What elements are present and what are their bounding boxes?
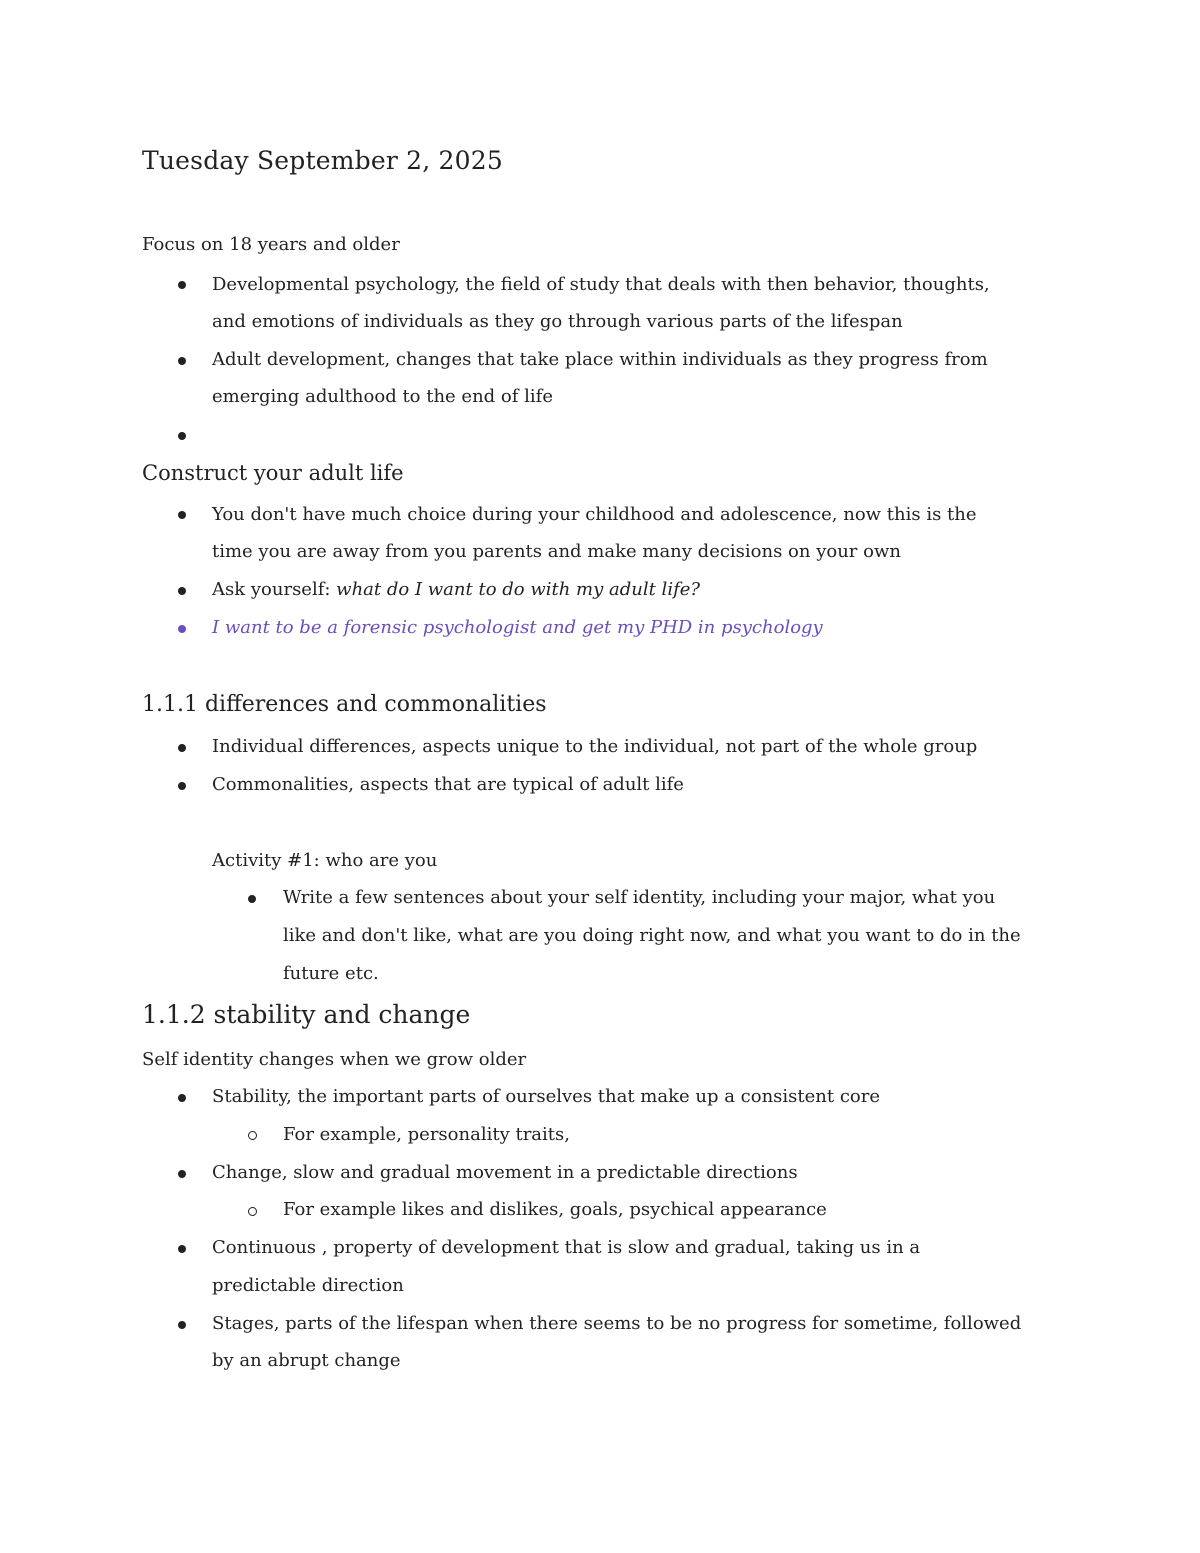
- empty-bullet-icon: [178, 432, 186, 440]
- bullet-icon: [178, 625, 186, 633]
- bullet-icon: [178, 744, 186, 752]
- list-item-choice-line2: time you are away from you parents and make many decisions on your own: [212, 541, 901, 562]
- sub-item-change-example: For example likes and dislikes, goals, psychical appearance: [283, 1199, 827, 1220]
- list-item-choice-line1: You don't have much choice during your childhood and adolescence, now this is the: [212, 504, 977, 525]
- bullet-icon: [178, 1245, 186, 1253]
- bullet-icon: [178, 782, 186, 790]
- bullet-icon: [178, 1094, 186, 1102]
- ask-prefix: Ask yourself:: [212, 579, 337, 600]
- list-item-individual-differences: Individual differences, aspects unique to the individual, not part of the whole group: [212, 736, 978, 757]
- identity-intro: Self identity changes when we grow older: [142, 1049, 527, 1070]
- list-item-continuous-line2: predictable direction: [212, 1275, 404, 1296]
- construct-heading: Construct your adult life: [142, 461, 404, 485]
- activity-title: Activity #1: who are you: [212, 850, 438, 871]
- bullet-icon: [178, 281, 186, 289]
- list-item-adult-development-line2: emerging adulthood to the end of life: [212, 386, 553, 407]
- bullet-icon: [178, 357, 186, 365]
- date-title: Tuesday September 2, 2025: [142, 146, 503, 175]
- list-item-stability: Stability, the important parts of ourselves that make up a consistent core: [212, 1086, 881, 1107]
- activity-item-line1: Write a few sentences about your self identity, including your major, what you: [283, 887, 996, 908]
- list-item-developmental-line1: Developmental psychology, the field of study that deals with then behavior, thoughts,: [212, 274, 990, 295]
- bullet-icon: [178, 1321, 186, 1329]
- list-item-stages-line2: by an abrupt change: [212, 1350, 401, 1371]
- list-item-commonalities: Commonalities, aspects that are typical of adult life: [212, 774, 684, 795]
- activity-item-line2: like and don't like, what are you doing right now, and what you want to do in the: [283, 925, 1021, 946]
- focus-line: Focus on 18 years and older: [142, 234, 400, 255]
- ask-question: what do I want to do with my adult life?: [336, 579, 701, 600]
- sub-item-stability-example: For example, personality traits,: [283, 1124, 570, 1145]
- list-item-adult-development-line1: Adult development, changes that take place within individuals as they progress from: [212, 349, 988, 370]
- circle-bullet-icon: [248, 1207, 257, 1216]
- list-item-stages-line1: Stages, parts of the lifespan when there seems to be no progress for sometime, followed: [212, 1313, 1022, 1334]
- activity-item-line3: future etc.: [283, 963, 379, 984]
- list-item-answer: I want to be a forensic psychologist and get my PHD in psychology: [212, 617, 823, 638]
- section-heading-112: 1.1.2 stability and change: [142, 1000, 471, 1029]
- bullet-icon: [178, 511, 186, 519]
- list-item-continuous-line1: Continuous , property of development that is slow and gradual, taking us in a: [212, 1237, 921, 1258]
- circle-bullet-icon: [248, 1131, 257, 1140]
- list-item-ask-yourself: [212, 571, 700, 608]
- bullet-icon: [248, 895, 256, 903]
- bullet-icon: [178, 587, 186, 595]
- bullet-icon: [178, 1170, 186, 1178]
- section-heading-111: 1.1.1 differences and commonalities: [142, 692, 547, 717]
- list-item-change: Change, slow and gradual movement in a predictable directions: [212, 1162, 798, 1183]
- list-item-developmental-line2: and emotions of individuals as they go through various parts of the lifespan: [212, 311, 903, 332]
